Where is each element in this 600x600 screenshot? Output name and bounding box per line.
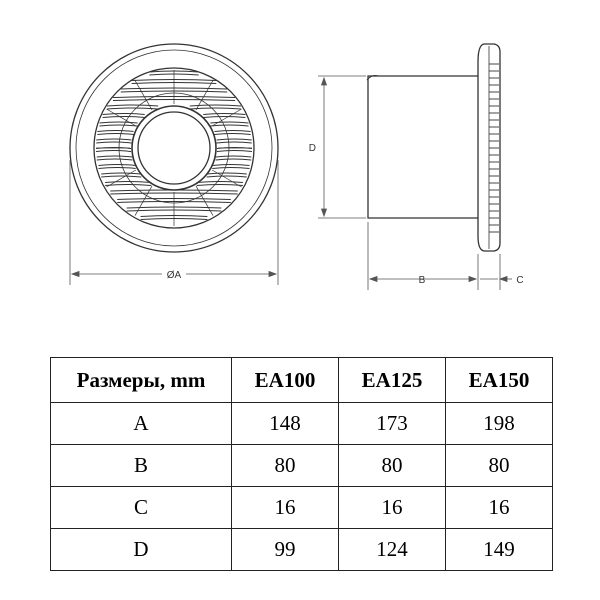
louver-slat [207,173,247,177]
louver-slat [101,173,141,177]
header-dimensions: Размеры, mm [51,358,232,403]
louver-slat [214,131,250,135]
table-row [51,487,553,529]
dimension-label-b: B [418,275,426,286]
dimension-label-d: D [308,143,316,154]
row-label: D [51,529,232,571]
louver-slat [217,139,252,143]
grille-spoke [106,109,135,126]
table-row [51,445,553,487]
louver-slat [96,139,131,143]
table-cell: 149 [446,529,553,571]
louver-slat [216,156,252,160]
table-header-row [51,358,553,403]
header-ea100: EA100 [232,358,339,403]
table-cell: 16 [446,487,553,529]
dimension-label-c: C [516,275,524,286]
row-label: A [51,403,232,445]
table-cell: 80 [339,445,446,487]
table-cell: 16 [339,487,446,529]
header-ea150: EA150 [446,358,553,403]
table-row [51,529,553,571]
header-ea125: EA125 [339,358,446,403]
louver-slat [203,114,245,118]
table-cell: 16 [232,487,339,529]
louver-slat [103,114,145,118]
table-cell: 124 [339,529,446,571]
dimension-label-a: ØA [166,270,182,281]
table-cell: 148 [232,403,339,445]
side-grille-fins [489,64,499,232]
front-view [70,44,278,252]
table-cell: 198 [446,403,553,445]
dimensions-table [50,357,553,571]
grille-spoke [212,109,241,126]
dimension-d [309,76,366,218]
table-cell: 99 [232,529,339,571]
louver-slat [97,156,133,160]
table-cell: 80 [232,445,339,487]
louver-slat [97,131,133,135]
louver-slat [212,165,249,169]
table-row [51,403,553,445]
side-view [367,44,500,251]
table-cell: 173 [339,403,446,445]
row-label: C [51,487,232,529]
table-cell: 80 [446,445,553,487]
louver-slat [98,165,135,169]
row-label: B [51,445,232,487]
